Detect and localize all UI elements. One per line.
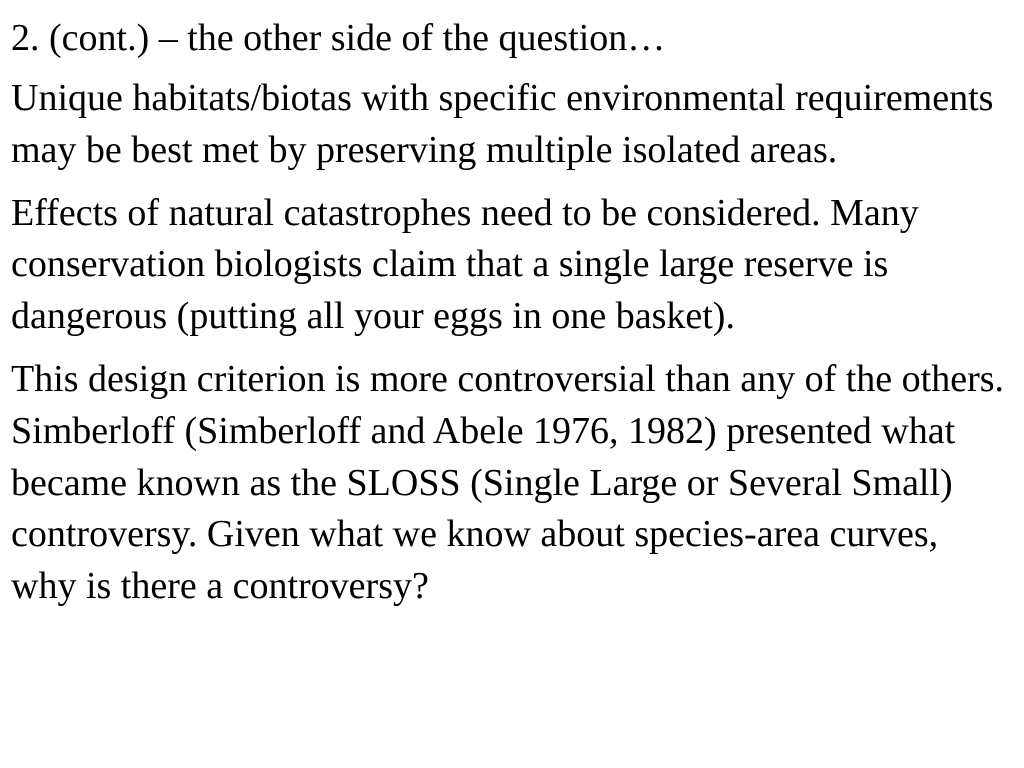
paragraph-sloss-controversy: This design criterion is more controversial than any of the others. Simberloff (Simberloff and Abele 1976, 1982) presented what became known as the SLOSS (Single Large or Several Small) controversy. Given what we know about species-area curves, why is there a controversy? — [11, 357, 1005, 608]
paragraph-unique-habitats: Unique habitats/biotas with specific environmental requirements may be best met by preserving multiple isolated areas. — [11, 77, 994, 171]
paragraph-natural-catastrophes: Effects of natural catastrophes need to be considered. Many conservation biologists claim that a single large reserve is dangerous (putting all your eggs in one basket). — [11, 191, 919, 338]
slide-heading: 2. (cont.) – the other side of the question… — [11, 17, 666, 59]
